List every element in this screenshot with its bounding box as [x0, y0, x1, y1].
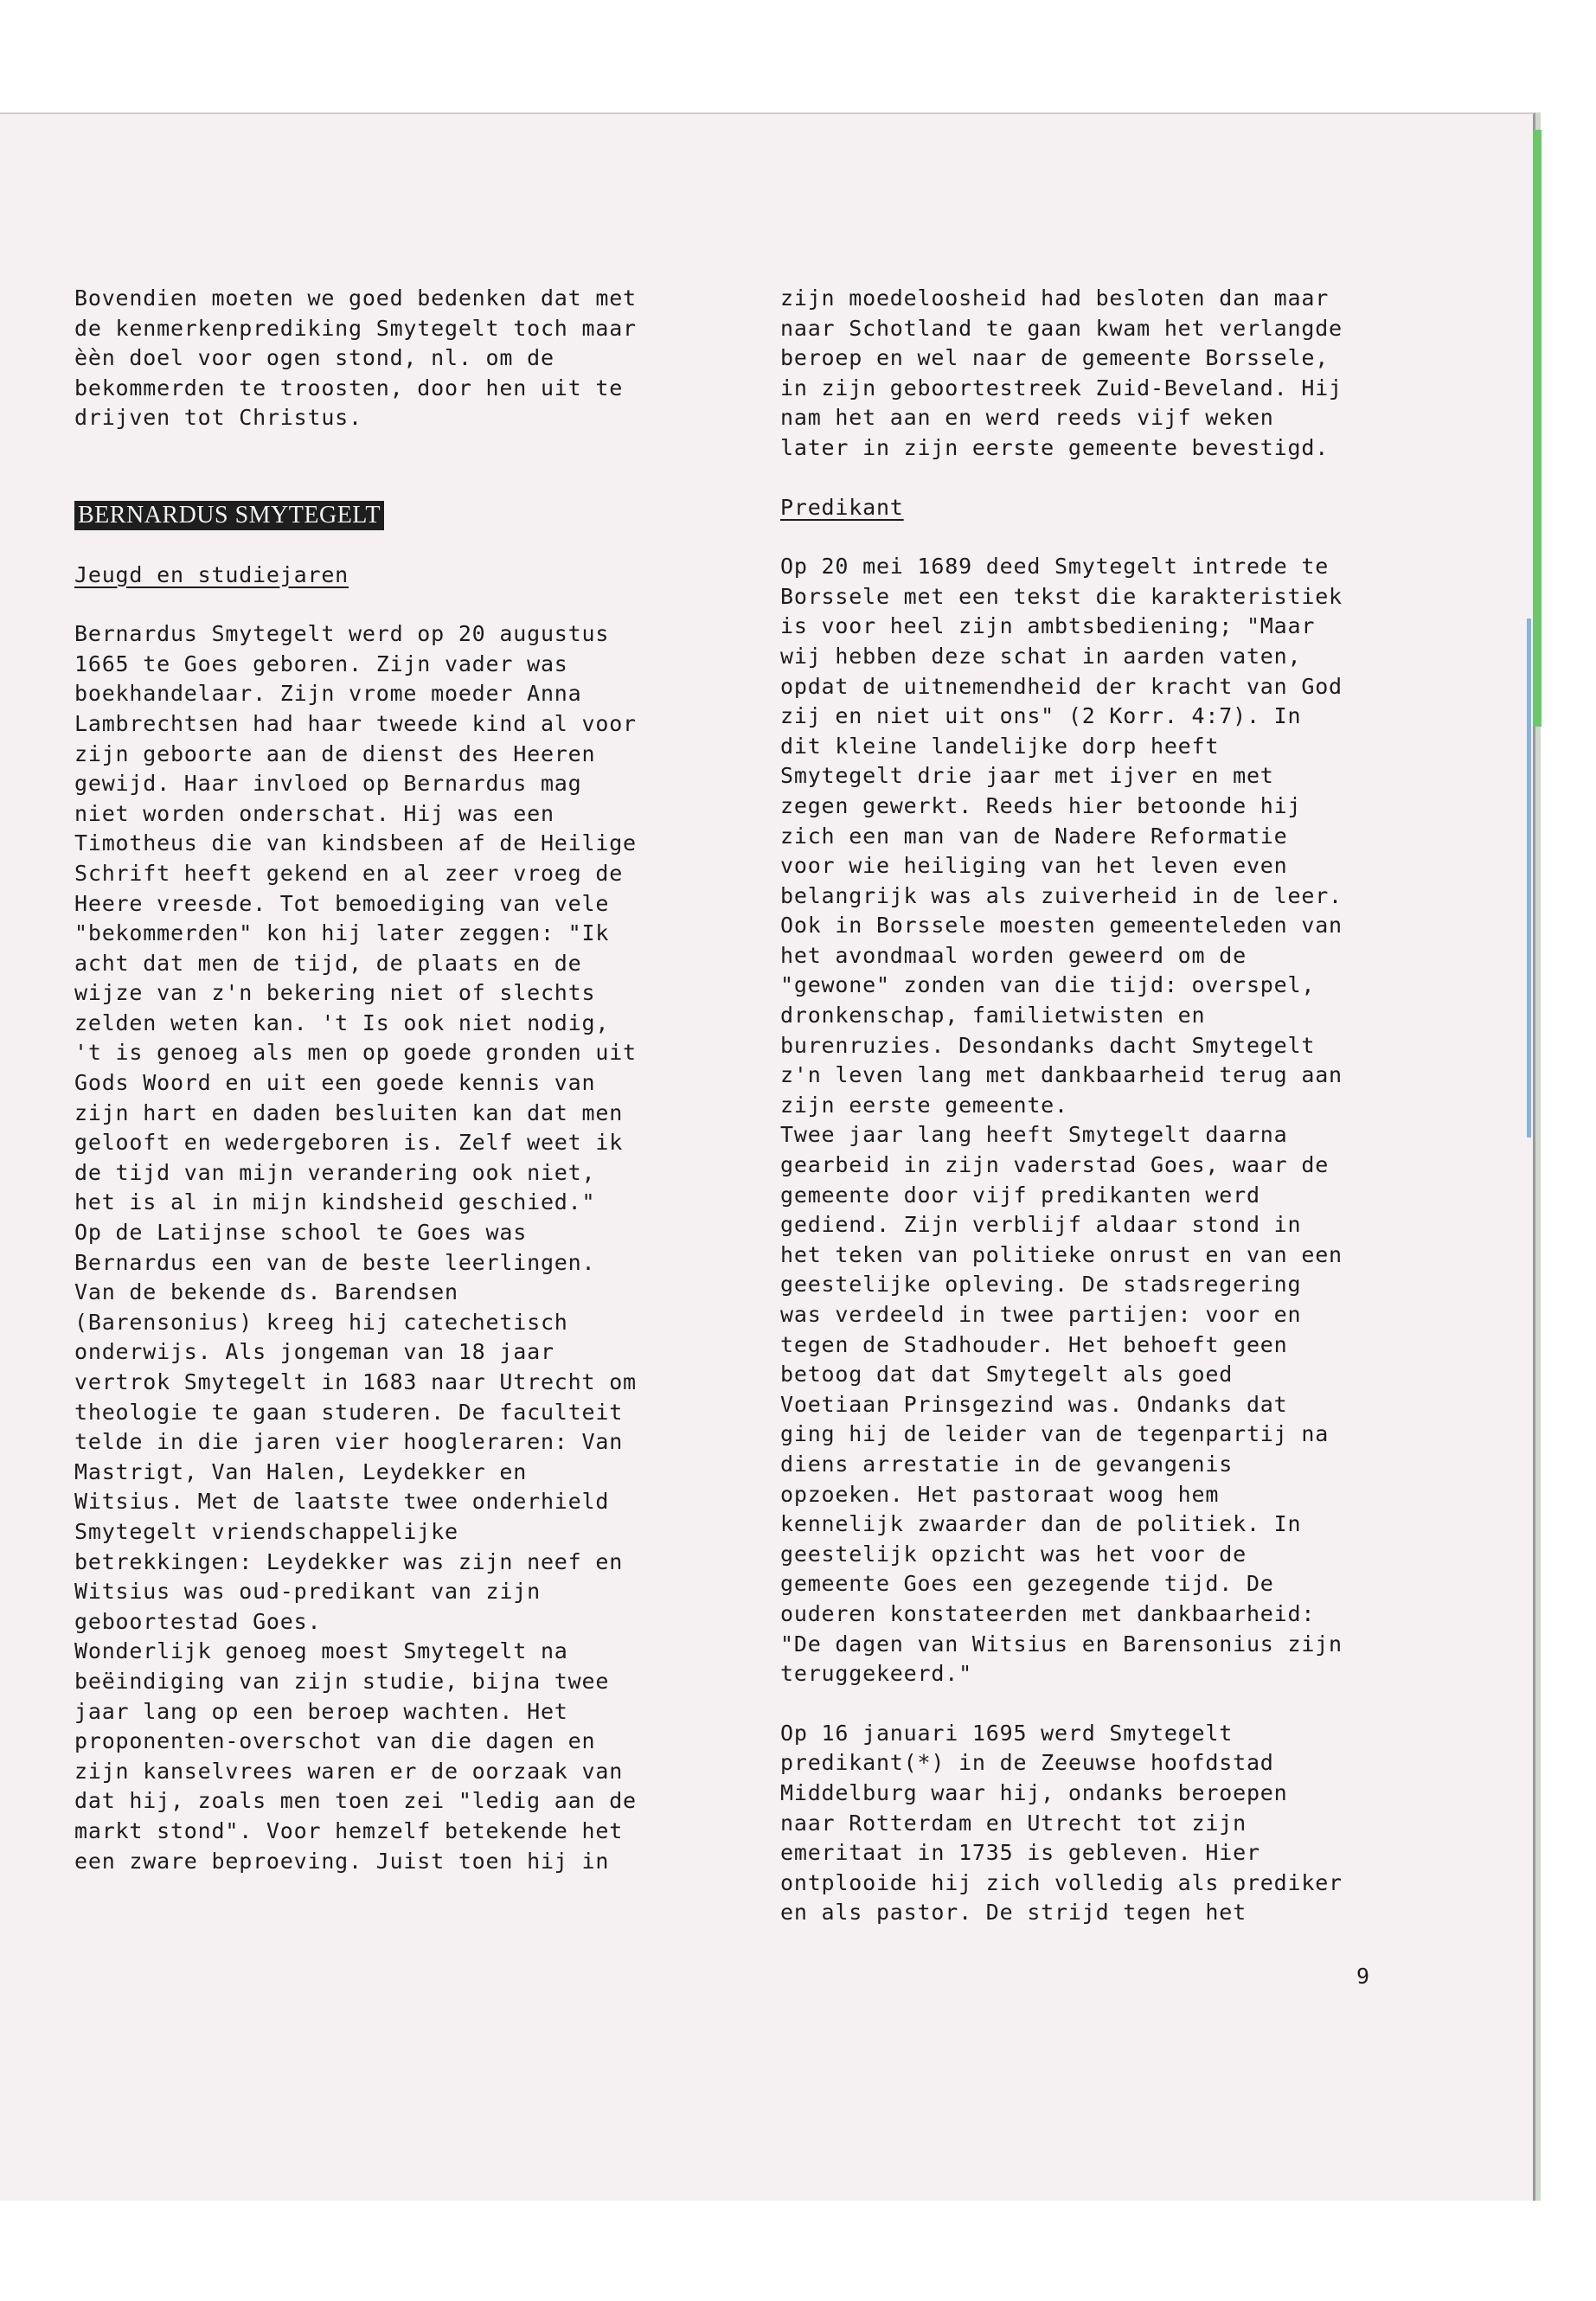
page-edge-green: [1533, 130, 1542, 727]
subheading-jeugd: Jeugd en studiejaren: [74, 561, 349, 587]
body-paragraph-right: Op 20 mei 1689 deed Smytegelt intrede te Borssele met een tekst die karakteristiek is voor heel zijn ambtsbediening; "Maar wij hebben deze schat in aarden vaten, opdat de uitnemendheid der kracht van God zij en niet uit ons" (2 Korr. 4:7). In dit kleine landelijke dorp heeft Smytegelt drie jaar met ijver en met zegen gewerkt. Reeds hier betoonde hij zich een man van de Nadere Reformatie voor wie heiliging van het leven even belangrijk was als zuiverheid in de leer. Ook in Borssele moesten gemeenteleden van het avondmaal worden geweerd om de "gewone" zonden van die tijd: overspel, dronkenschap, familietwisten en burenruzies. Desondanks dacht Smytegelt z'n leven lang met dankbaarheid terug aan zijn eerste gemeente. Twee jaar lang heeft Smytegelt daarna gearbeid in zijn vaderstad Goes, waar de gemeente door vijf predikanten werd gediend. Zijn verblijf aldaar stond in het teken van politieke onrust en van een geestelijke opleving. De stadsregering was verdeeld in twee partijen: voor en tegen de Stadhouder. Het behoeft geen betoog dat dat Smytegelt als goed Voetiaan Prinsgezind was. Ondanks dat ging hij de leider van de tegenpartij na diens arrestatie in de gevangenis opzoeken. Het pastoraat woog hem kennelijk zwaarder dan de politiek. In geestelijk opzicht was het voor de gemeente Goes een gezegende tijd. De ouderen konstateerden met dankbaarheid: "De dagen van Witsius en Barensonius zijn teruggekeerd.": [780, 554, 1343, 1687]
closing-paragraph-right: Op 16 januari 1695 werd Smytegelt predikant(*) in de Zeeuwse hoofdstad Middelburg waar hij, ondanks beroepen naar Rotterdam en Utrecht tot zijn emeritaat in 1735 is gebleven. Hier ontplooide hij zich volledig als prediker en als pastor. De strijd tegen het: [780, 1720, 1343, 1926]
section-title: BERNARDUS SMYTEGELT: [74, 501, 384, 530]
body-paragraph-left: Bernardus Smytegelt werd op 20 augustus 1665 te Goes geboren. Zijn vader was boekhandelaar. Zijn vrome moeder Anna Lambrechtsen had haar tweede kind al voor zijn geboorte aan de dienst des Heeren gewijd. Haar invloed op Bernardus mag niet worden onderschat. Hij was een Timotheus die van kindsbeen af de Heilige Schrift heeft gekend en al zeer vroeg de Heere vreesde. Tot bemoediging van vele "bekommerden" kon hij later zeggen: "Ik acht dat men de tijd, de plaats en de wijze van z'n bekering niet of slechts zelden weten kan. 't Is ook niet nodig, 't is genoeg als men op goede gronden uit Gods Woord en uit een goede kennis van zijn hart en daden besluiten kan dat men gelooft en wedergeboren is. Zelf weet ik de tijd van mijn verandering ook niet, het is al in mijn kindsheid geschied." Op de Latijnse school te Goes was Bernardus een van de beste leerlingen. Van de bekende ds. Barendsen (Barensonius) kreeg hij catechetisch onderwijs. Als jongeman van 18 jaar vertrok Smytegelt in 1683 naar Utrecht om theologie te gaan studeren. De faculteit telde in die jaren vier hoogleraren: Van Mastrigt, Van Halen, Leydekker en Witsius. Met de laatste twee onderhield Smytegelt vriendschappelijke betrekkingen: Leydekker was zijn neef en Witsius was oud-predikant van zijn geboortestad Goes. Wonderlijk genoeg moest Smytegelt na beëindiging van zijn studie, bijna twee jaar lang op een beroep wachten. Het proponenten-overschot van die dagen en zijn kanselvrees waren er de oorzaak van dat hij, zoals men toen zei "ledig aan de markt stond". Voor hemzelf betekende het een zware beproeving. Juist toen hij in: [74, 621, 637, 1874]
subheading-predikant: Predikant: [780, 494, 904, 520]
intro-paragraph: Bovendien moeten we goed bedenken dat met de kenmerkenprediking Smytegelt toch maar èèn doel voor ogen stond, nl. om de bekommerden te troosten, door hen uit te drijven tot Christus.: [74, 285, 637, 431]
intro-paragraph-right: zijn moedeloosheid had besloten dan maar naar Schotland te gaan kwam het verlangde beroep en wel naar de gemeente Borssele, in zijn geboortestreek Zuid-Beveland. Hij nam het aan en werd reeds vijf weken later in zijn eerste gemeente bevestigd.: [780, 285, 1343, 460]
left-column: [74, 284, 732, 1876]
right-column: [780, 284, 1438, 1928]
page-edge-blue: [1527, 619, 1531, 1138]
page-number: 9: [1356, 1964, 1370, 1989]
